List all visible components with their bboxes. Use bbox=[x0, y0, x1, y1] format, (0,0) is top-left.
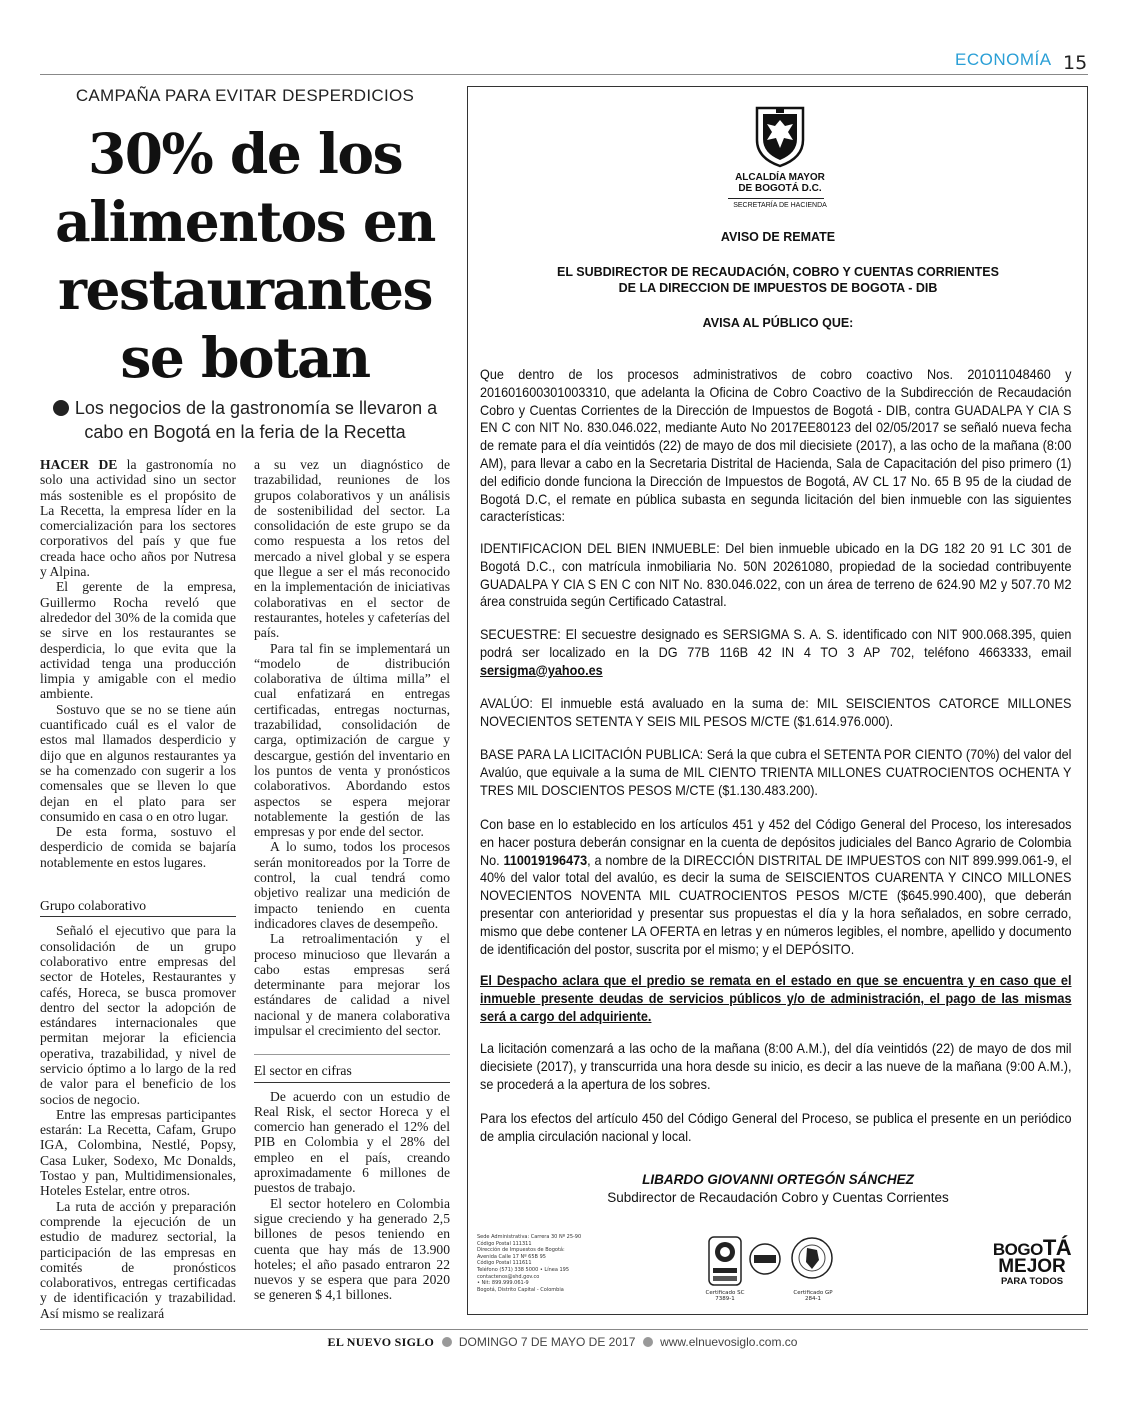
publication-date: DOMINGO 7 DE MAYO DE 2017 bbox=[458, 1335, 636, 1349]
org-name-line: ALCALDÍA MAYOR bbox=[735, 172, 825, 183]
signer-title: Subdirector de Recaudación Cobro y Cuentas Corrientes bbox=[607, 1190, 949, 1205]
org-name-line: DE BOGOTÁ D.C. bbox=[738, 183, 822, 194]
paragraph: La retroalimentación y el proceso minucioso que llevarán a cabo estas empresas será determinante para mejorar los estándares de calidad a nivel nacional y de manera colaborativa impulsar el crecimiento del sector. bbox=[254, 931, 450, 1038]
separator-dot-icon bbox=[643, 1337, 653, 1347]
icontec-certification-icon bbox=[708, 1236, 742, 1286]
subhead-text: Los negocios de la gastronomía se llevaron a cabo en Bogotá en la feria de la Recetta bbox=[74, 398, 438, 442]
notice-paragraph: AVALÚO: El inmueble está avaluado en la suma de: MIL SEISCIENTOS CATORCE MILLONES NOVECIENTOS SETENTA Y SEIS MIL PESOS M/CTE ($1.614.976.000). bbox=[480, 696, 1072, 729]
address-line: Teléfono (571) 338 5000 • Línea 195 bbox=[477, 1266, 570, 1273]
paragraph bbox=[40, 457, 236, 579]
paragraph: Sostuvo que se no se tiene aún cuantificado cuál es el valor de estos mal llamados desperdicio y dijo que en algunos restaurantes ya se ha comenzado con sugerir a los comensales que se lleven lo que dejan en el plato para ser consumido en casa o en otro lugar. bbox=[40, 701, 236, 824]
brand-line: PARA TODOS bbox=[1000, 1276, 1064, 1287]
org-divider bbox=[728, 198, 824, 199]
notice-paragraph bbox=[480, 972, 1071, 1025]
notice-announce: AVISA AL PÚBLICO QUE: bbox=[702, 316, 854, 330]
notice-paragraph: Que dentro de los procesos administrativos de cobro coactivo Nos. 201011048460 y 201601600301003310, que adelanta la Oficina de Cobro Coactivo de la Subdirección de Recaudación Cobro y Cuentas Corrientes de la Dirección de Impuestos de Bogotá - DIB, contra GUADALPA Y CIA S EN C con NIT No. 830.046.022, mediante Auto No 2017EE80123 del 02/05/2017 se señaló nueva fecha de remate para el día veintidós (22) de mayo de dos mil diecisiete (2017), a las ocho de la mañana (8:00 AM), para llevar a cabo en la Secretaria Distrital de Hacienda, Sala de Capacitación del piso primero (1) del edificio donde funciona la Dirección de Impuestos de Bogotá, AV CL 17 No. 65 B 95 de la ciudad de Bogotá D.C, el remate en pública subasta en segunda licitación del bien inmueble con las siguientes características: bbox=[480, 367, 1072, 525]
brand-line: MEJOR bbox=[998, 1256, 1066, 1277]
spacer bbox=[40, 870, 236, 898]
notice-paragraph: Para los efectos del artículo 450 del Código General del Proceso, se publica el presente en un periódico de amplia circulación nacional y local. bbox=[480, 1111, 1072, 1144]
bullet-icon bbox=[53, 400, 69, 416]
paragraph: Entre las empresas participantes estarán: La Recetta, Cafam, Grupo IGA, Colombina, Nestlé, Popsy, Casa Luker, Sodexo, Mc Donalds, Tostao y pan, Multidimensionales, Hoteles Estelar, entre otros. bbox=[40, 1106, 236, 1199]
article-column-2 bbox=[254, 457, 450, 1303]
address-line: Código Postal 111611 bbox=[477, 1260, 532, 1267]
notice-paragraph bbox=[480, 626, 1071, 679]
newspaper-name: EL NUEVO SIGLO bbox=[327, 1335, 435, 1349]
paragraph: a su vez un diagnóstico de trazabilidad, reuniones de los grupos colaborativos y un análisis de sostenibilidad del sector. La consolidación de este grupo se da como respuesta a los retos del mercado a nivel global y se espera que llegue a ser el más reconocido en la implementación de iniciativas colaborativas en el sector de restaurantes, hoteles y cafeterías del país. bbox=[254, 457, 450, 641]
notice-paragraph bbox=[480, 816, 1071, 958]
top-divider bbox=[40, 74, 1088, 75]
paragraph: Para tal fin se implementará un “modelo de distribución colaborativa de última milla” el cual enfatizará en entregas certificadas, entregas nocturnas, trazabilidad, consolidación de carga, optimización de cargue y descargue, gestión del inventario en los puntos de venta y pronósticos colaborativos. Abordando estos aspectos se espera mejorar notablemente la gestión de las empresas y por ende del sector. bbox=[254, 640, 450, 840]
issuer-line: DE LA DIRECCION DE IMPUESTOS DE BOGOTA - DIB bbox=[618, 281, 938, 295]
address-line: Avenida Calle 17 Nº 65B 95 bbox=[477, 1253, 546, 1260]
address-line: Código Postal 111311 bbox=[477, 1240, 532, 1247]
paragraph-text: la gastronomía no solo una actividad sino un sector más sostenible es el propósito de La Recetta, la empresa líder en la comercialización para los sectores corporativos del país y que fue creada hace ocho años por Nutresa y Alpina. bbox=[40, 457, 236, 580]
account-number: 110019196473 bbox=[503, 852, 588, 868]
paragraph: A lo sumo, todos los procesos serán monitoreados por la Torre de control, la cual tendrá como objetivo realizar una medición de impacto teniendo en cuenta indicadores claves de desempeño. bbox=[254, 839, 450, 931]
brand-text: TÁ bbox=[1042, 1235, 1072, 1260]
notice-paragraph: La licitación comenzará a las ocho de la mañana (8:00 A.M.), del día veintidós (22) de mayo de dos mil diecisiete (2017), y transcurrida una hora desde su inicio, es decir a las nueve de la mañana (9:00 A.M.), se procederá a la apertura de los sobres. bbox=[480, 1041, 1072, 1092]
signer-name: LIBARDO GIOVANNI ORTEGÓN SÁNCHEZ bbox=[642, 1172, 914, 1187]
org-subtitle: SECRETARÍA DE HACIENDA bbox=[733, 202, 827, 209]
headline-line: se botan bbox=[120, 325, 370, 390]
page-footer bbox=[0, 1335, 1125, 1350]
notice-paragraph: IDENTIFICACION DEL BIEN INMUEBLE: Del bien inmueble ubicado en la DG 182 20 91 LC 301 de Bogotá D.C., con matrícula inmobiliaria No. 50N 20261080, propiedad de la sociedad contribuyente GUADALPA Y CIA S EN C con NIT No. 830.046.022, con un área de terreno de 624.90 M2 y 507.70 M2 área construida según Certificado Catastral. bbox=[480, 541, 1072, 610]
headline-line: 30% de los bbox=[87, 121, 403, 186]
notice-disclaimer: El Despacho aclara que el predio se remata en el estado en que se encuentra y en caso que el inmueble presente deudas de servicios públicos y/o de administración, el pago de las mismas será a cargo del adquiriente. bbox=[480, 973, 1072, 1024]
section-subhead: El sector en cifras bbox=[254, 1054, 450, 1082]
coat-of-arms-icon bbox=[745, 104, 815, 168]
headline-line: restaurantes bbox=[58, 257, 432, 322]
address-line: Dirección de Impuestos de Bogotá: bbox=[477, 1247, 565, 1254]
org-name bbox=[700, 172, 860, 194]
website-link[interactable]: www.elnuevosiglo.com.co bbox=[660, 1335, 798, 1349]
article-kicker: CAMPAÑA PARA EVITAR DESPERDICIOS bbox=[75, 86, 415, 105]
issuer-line: EL SUBDIRECTOR DE RECAUDACIÓN, COBRO Y CUENTAS CORRIENTES bbox=[557, 265, 999, 279]
paragraph: De esta forma, sostuvo el desperdicio de comida se bajaría notablemente en estos lugares. bbox=[40, 824, 236, 870]
address-line: Sede Administrativa: Carrera 30 Nº 25-90 bbox=[477, 1234, 582, 1240]
bogota-mejor-logo bbox=[990, 1235, 1074, 1287]
certification-label: Certificado GP 284-1 bbox=[793, 1290, 833, 1302]
office-address bbox=[477, 1234, 597, 1293]
separator-dot-icon bbox=[442, 1337, 452, 1347]
paragraph: La ruta de acción y preparación comprende la ejecución de un estudio de madurez sectorial, la participación de las empresas en comités de pronósticos colaborativos, entregas certificadas y de identificación y trazabilidad. Así mismo se realizará bbox=[40, 1198, 236, 1321]
article-column-1 bbox=[40, 457, 236, 1321]
section-subhead: Grupo colaborativo bbox=[40, 898, 236, 917]
paragraph: El gerente de la empresa, Guillermo Rocha reveló que alrededor del 30% de la comida que se sirve en los restaurantes se desperdicia, lo que evita que la actividad tenga una producción limpia y amigable con el medio ambiente. bbox=[40, 579, 236, 702]
address-line: Bogotá, Distrito Capital - Colombia bbox=[477, 1286, 564, 1293]
email-link[interactable]: sersigma@yahoo.es bbox=[480, 662, 603, 678]
paragraph: De acuerdo con un estudio de Real Risk, el sector Horeca y el comercio han generado el 12% del PIB en Colombia y el 28% del empleo en el país, creando aproximadamente 6 millones de puestos de trabajo. bbox=[254, 1088, 450, 1196]
notice-text: SECUESTRE: El secuestre designado es SERSIGMA S. A. S. identificado con NIT 900.068.395, quien podrá ser localizado en la DG 77B 116B 42 IN 4 TO 3 AP 702, teléfono 4663333, email bbox=[480, 627, 1072, 660]
gp-certification-icon bbox=[790, 1236, 834, 1286]
headline-line: alimentos en bbox=[55, 189, 435, 254]
article-headline bbox=[40, 120, 450, 392]
notice-text: Con base en lo establecido en los artículos 451 y 452 del Código General del Proceso, los interesados en hacer postura deberán consignar en la cuenta de depósitos judiciales del Banco Agrario de Colombia No. bbox=[480, 817, 1072, 868]
certification-label: Certificado SC 7389-1 bbox=[705, 1290, 745, 1302]
lead-in: HACER DE bbox=[40, 457, 118, 472]
address-line: • Nit: 899.999.061-9 bbox=[477, 1280, 529, 1287]
section-label: ECONOMÍA bbox=[955, 50, 1052, 69]
paragraph: Señaló el ejecutivo que para la consolidación de un grupo colaborativo entre empresas del sector de Hoteles, Restaurantes y cafés, Horeca, se busca promover dentro del sector la adopción de estándares internacionales que permitan mejorar la eficiencia operativa, trazabilidad, y nivel de servicio óptimo a lo largo de la red de valor para el beneficio de los socios de negocio. bbox=[40, 923, 236, 1107]
address-line: contactenos@shd.gov.co bbox=[477, 1273, 540, 1280]
page-number: 15 bbox=[1063, 52, 1088, 74]
notice-title: AVISO DE REMATE bbox=[720, 230, 836, 244]
iqnet-certification-icon bbox=[748, 1242, 782, 1276]
brand-text: BOGO bbox=[992, 1240, 1043, 1259]
notice-text: , a nombre de la DIRECCIÓN DISTRITAL DE IMPUESTOS con NIT 899.999.061-9, el 40% del valor total del avalúo, es decir la suma de SEISCIENTOS CUARENTA Y CINCO MILLONES NOVECIENTOS NOVENTA MIL CUATROCIENTOS PESOS M/CTE ($645.990.400), que deberán presentar con anterioridad y presentar sus propuestas el día y la hora señalados, en sobre cerrado, mismo que debe contener LA OFERTA en letras y en números legibles, el nombre, apellido y documento de identificación del postor, suscrita por el mismo; y el DEPÓSITO. bbox=[480, 852, 1072, 957]
notice-issuer bbox=[480, 264, 1076, 296]
notice-paragraph: BASE PARA LA LICITACIÓN PUBLICA: Será la que cubra el SETENTA POR CIENTO (70%) del valor del Avalúo, que equivale a la suma de MIL CIENTO TRIENTA MILLONES CUATROCIENTOS OCHENTA Y TRES MIL DOSCIENTOS PESOS M/CTE ($1.130.483.200). bbox=[480, 747, 1072, 798]
article-subhead bbox=[40, 396, 450, 444]
bottom-divider bbox=[40, 1329, 1088, 1330]
paragraph: El sector hotelero en Colombia sigue creciendo y ha generado 2,5 billones de pesos teniendo en cuenta que hay más de 13.900 hoteles; el año pasado entraron 22 nuevos y se espera que para 2020 se generen $ 4,1 billones. bbox=[254, 1195, 450, 1303]
